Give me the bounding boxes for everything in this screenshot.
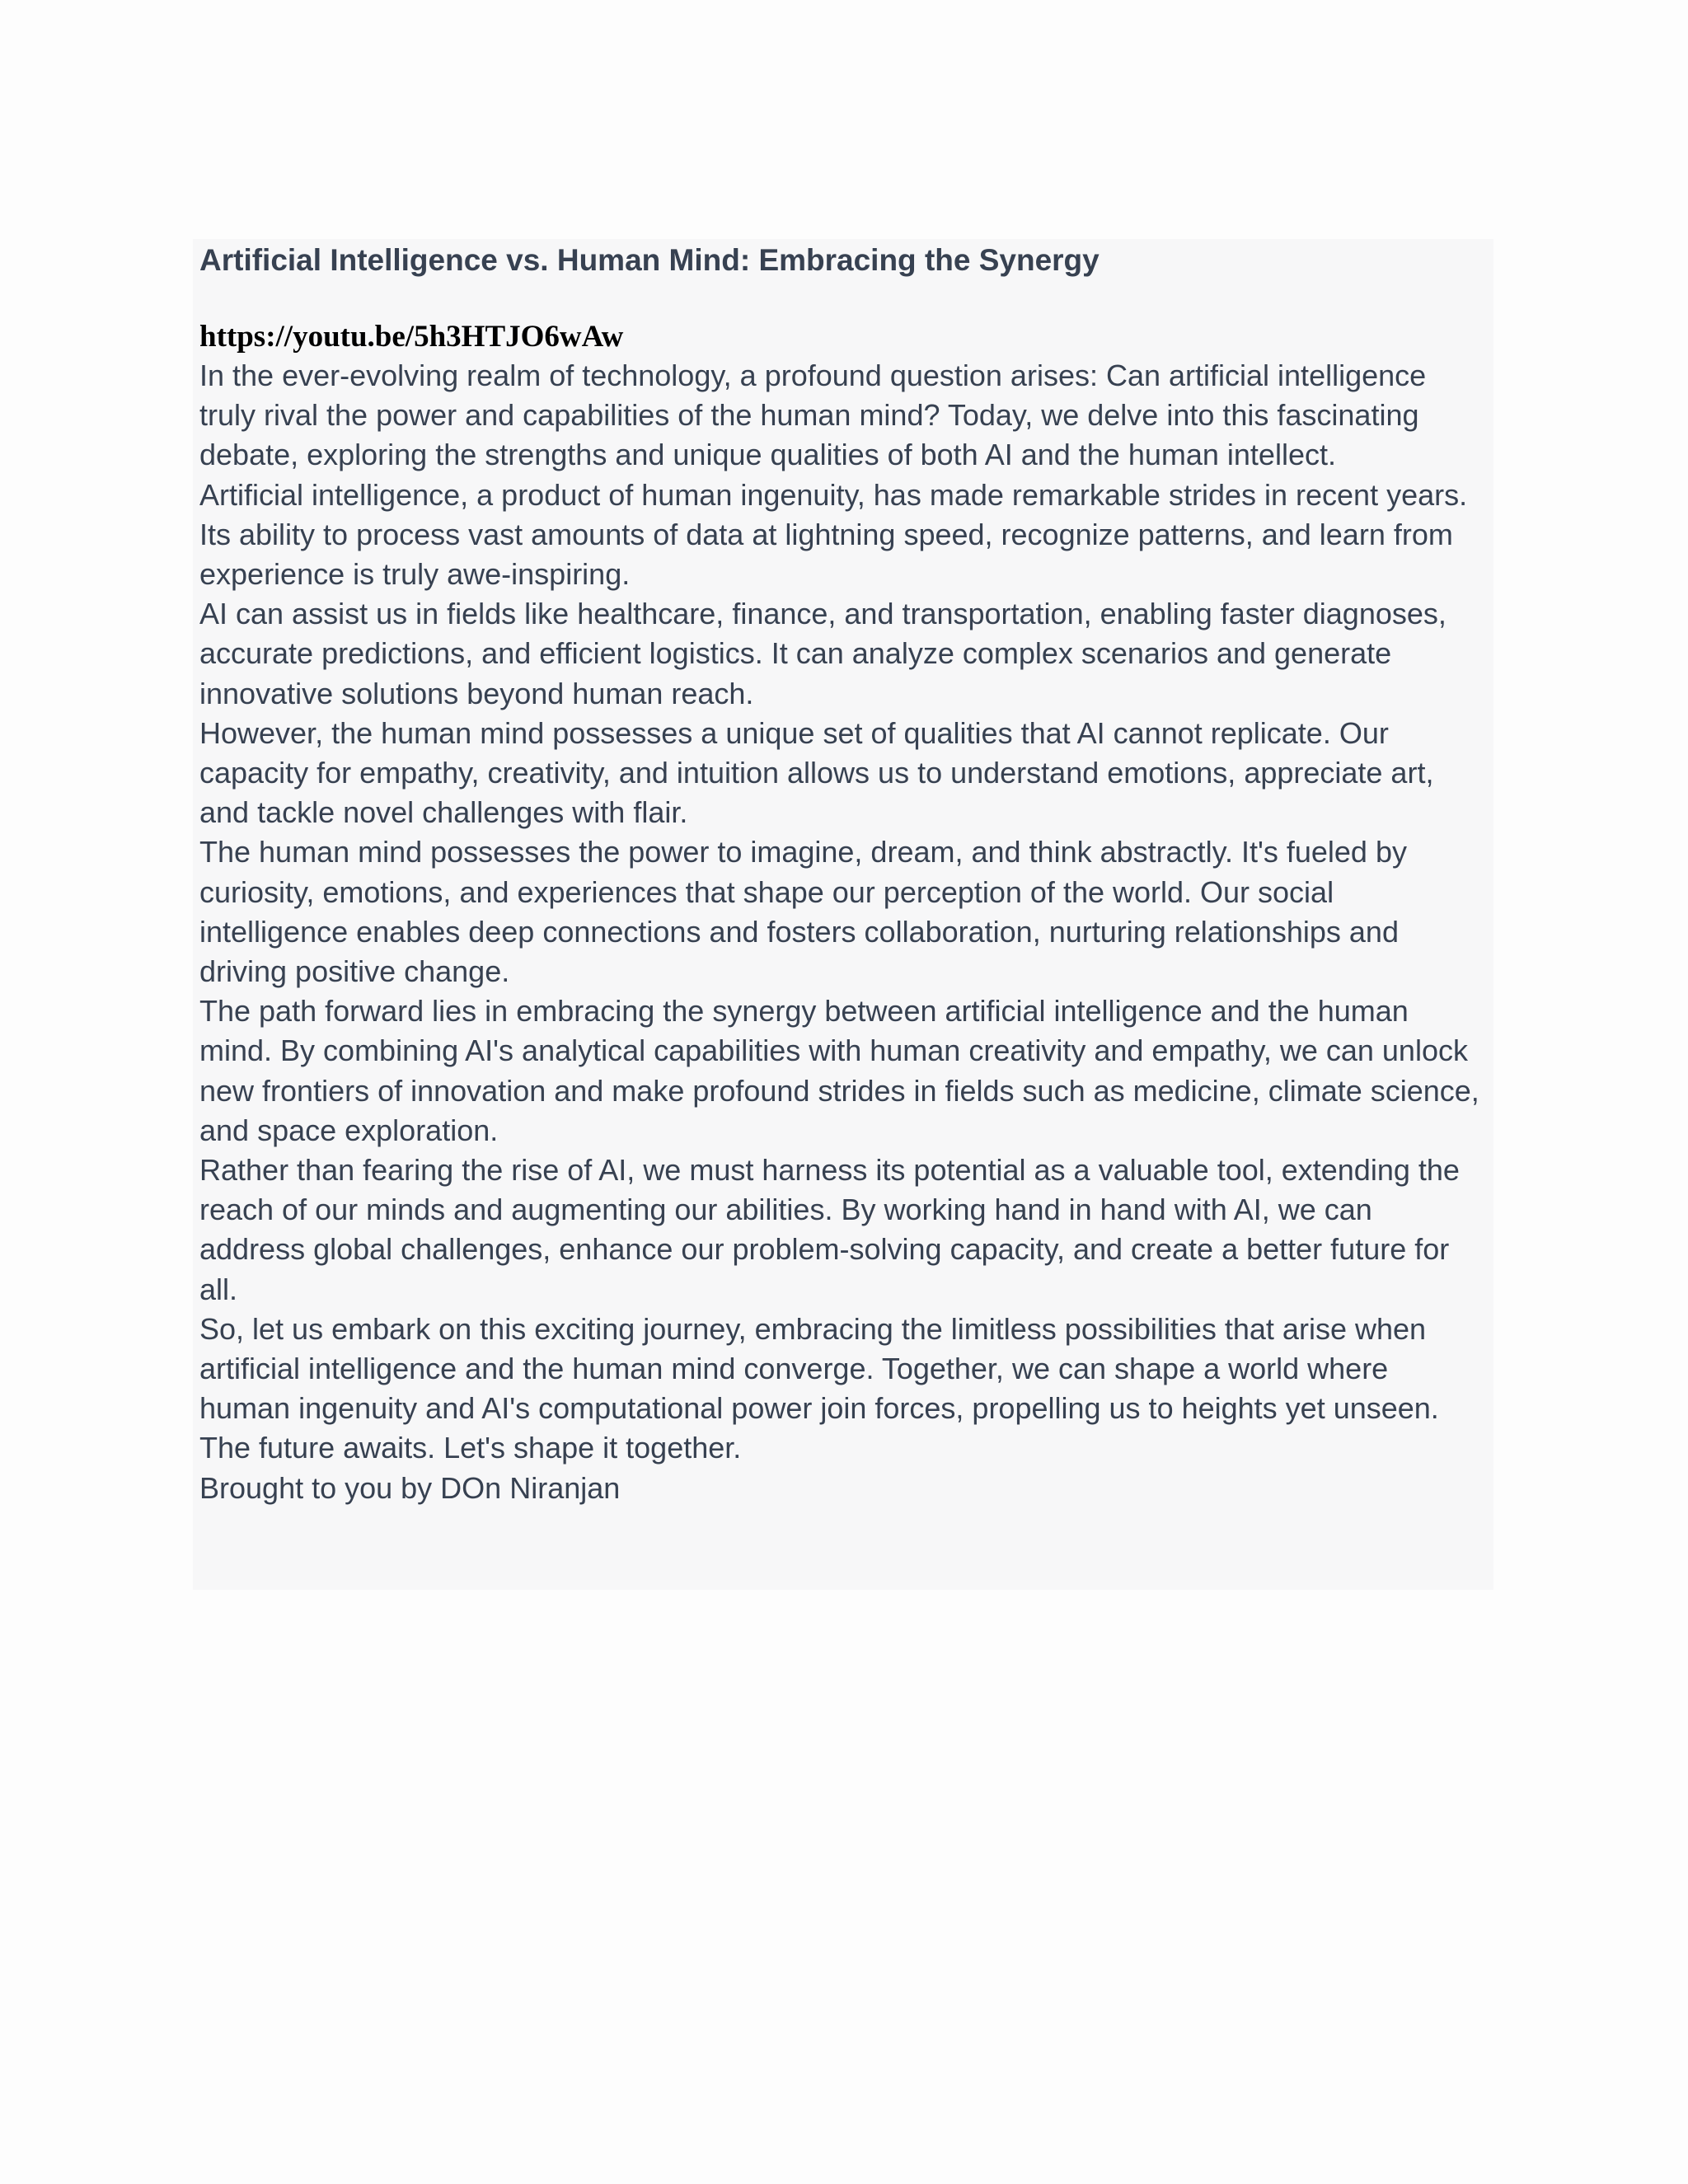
paragraph-synergy: The path forward lies in embracing the synergy between artificial intelligence and the human mind. By combining AI's analytical capabilities with human creativity and empathy, we can unlock new frontiers of innovation and make profound strides in fields such as medicine, climate science, and space exploration. <box>199 994 1479 1147</box>
video-link[interactable]: https://youtu.be/5h3HTJO6wAw <box>199 320 624 354</box>
document-content-block <box>193 239 1493 1590</box>
paragraph-ai-fields: AI can assist us in fields like healthcare, finance, and transportation, enabling faster diagnoses, accurate predictions, and efficient logistics. It can analyze complex scenarios and generate innovative solutions beyond human reach. <box>199 597 1447 710</box>
paragraph-journey: So, let us embark on this exciting journey, embracing the limitless possibilities that arise when artificial intelligence and the human mind converge. Together, we can shape a world where human ingenuity and AI's computational power join forces, propelling us to heights yet unseen. <box>199 1311 1439 1426</box>
paragraph-harness-ai: Rather than fearing the rise of AI, we must harness its potential as a valuable tool, extending the reach of our minds and augmenting our abilities. By working hand in hand with AI, we can address global challenges, enhance our problem-solving capacity, and create a better future for all. <box>199 1153 1460 1306</box>
paragraph-ai-strides: Artificial intelligence, a product of human ingenuity, has made remarkable strides in recent years. Its ability to process vast amounts of data at lightning speed, recognize patterns, and learn from experience is truly awe-inspiring. <box>199 477 1468 592</box>
author-credit: Brought to you by DOn Niranjan <box>199 1470 621 1505</box>
paragraph-intro: In the ever-evolving realm of technology, a profound question arises: Can artificial intelligence truly rival the power and capabilities of the human mind? Today, we delve into this fascinating debate, exploring the strengths and unique qualities of both AI and the human intellect. <box>199 359 1427 472</box>
paragraph-human-qualities: However, the human mind possesses a unique set of qualities that AI cannot replicate. Our capacity for empathy, creativity, and intuition allows us to understand emotions, appreciate art, and tackle novel challenges with flair. <box>199 715 1434 830</box>
paragraph-future: The future awaits. Let's shape it together. <box>199 1431 742 1465</box>
paragraph-human-imagination: The human mind possesses the power to imagine, dream, and think abstractly. It's fueled by curiosity, emotions, and experiences that shape our perception of the world. Our social intelligence enables deep connections and fosters collaboration, nurturing relationships and driving positive change. <box>199 835 1407 989</box>
document-body <box>199 239 1485 1508</box>
document-title: Artificial Intelligence vs. Human Mind: Embracing the Synergy <box>199 243 1100 277</box>
